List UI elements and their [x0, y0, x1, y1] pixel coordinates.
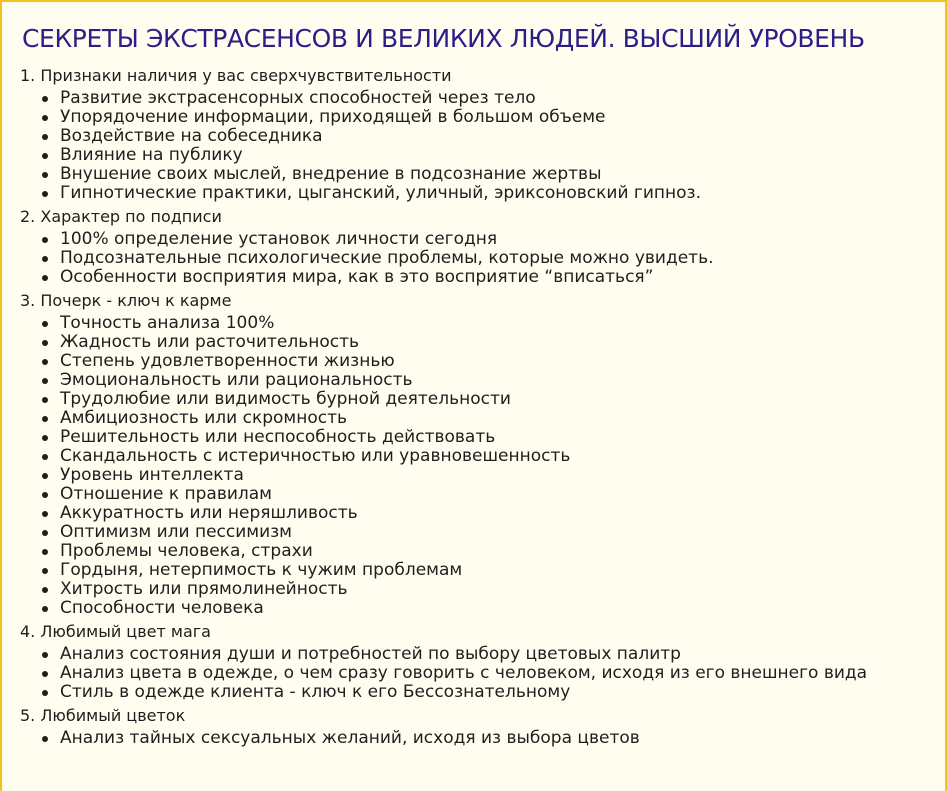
bullet-icon	[42, 606, 48, 612]
list-item-text: Оптимизм или пессимизм	[60, 522, 293, 542]
list-item	[41, 333, 927, 352]
list-item-text: Анализ тайных сексуальных желаний, исходя из выбора цветов	[60, 728, 640, 748]
bullet-icon	[42, 511, 48, 517]
list-item	[41, 504, 927, 523]
bullet-icon	[42, 340, 48, 346]
list-item-text: 100% определение установок личности сегодня	[60, 229, 498, 249]
list-item	[41, 127, 927, 146]
bullet-icon	[42, 530, 48, 536]
bullet-icon	[42, 275, 48, 281]
bullet-icon	[42, 359, 48, 365]
bullet-icon	[42, 416, 48, 422]
list-item	[41, 664, 927, 683]
section-4	[20, 622, 927, 702]
bullet-icon	[42, 134, 48, 140]
bullet-icon	[42, 671, 48, 677]
list-item-text: Аккуратность или неряшливость	[60, 503, 358, 523]
list-item	[41, 268, 927, 287]
bullet-icon	[42, 454, 48, 460]
list-item-text: Анализ состояния души и потребностей по выбору цветовых палитр	[60, 644, 681, 664]
list-item	[41, 729, 927, 748]
list-item-text: Анализ цвета в одежде, о чем сразу говорить с человеком, исходя из его внешнего вида	[60, 663, 868, 683]
list-item-text: Уровень интеллекта	[60, 465, 244, 485]
bullet-icon	[42, 435, 48, 441]
bullet-icon	[42, 652, 48, 658]
list-item-text: Влияние на публику	[60, 145, 243, 165]
bullet-icon	[42, 397, 48, 403]
list-item-text: Гордыня, нетерпимость к чужим проблемам	[60, 560, 463, 580]
section-heading: 5. Любимый цветок	[20, 706, 186, 725]
bullet-icon	[42, 256, 48, 262]
section-heading: 2. Характер по подписи	[20, 207, 222, 226]
bullet-list	[20, 645, 927, 702]
list-item	[41, 645, 927, 664]
bullet-list	[20, 729, 927, 748]
list-item	[41, 428, 927, 447]
list-item	[41, 165, 927, 184]
list-item	[41, 314, 927, 333]
list-item	[41, 371, 927, 390]
list-item	[41, 523, 927, 542]
list-item	[41, 146, 927, 165]
bullet-icon	[42, 549, 48, 555]
list-item-text: Особенности восприятия мира, как в это восприятие “вписаться”	[60, 267, 654, 287]
list-item	[41, 580, 927, 599]
bullet-icon	[42, 378, 48, 384]
bullet-icon	[42, 96, 48, 102]
bullet-icon	[42, 153, 48, 159]
list-item	[41, 249, 927, 268]
list-item	[41, 230, 927, 249]
list-item	[41, 542, 927, 561]
bullet-icon	[42, 568, 48, 574]
list-item	[41, 409, 927, 428]
list-item-text: Упорядочение информации, приходящей в большом объеме	[60, 107, 606, 127]
list-item	[41, 485, 927, 504]
list-item	[41, 447, 927, 466]
list-item-text: Трудолюбие или видимость бурной деятельности	[60, 389, 511, 409]
list-item	[41, 390, 927, 409]
section-heading: 1. Признаки наличия у вас сверхчувствительности	[20, 66, 452, 85]
page-title: СЕКРЕТЫ ЭКСТРАСЕНСОВ И ВЕЛИКИХ ЛЮДЕЙ. ВЫСШИЙ УРОВЕНЬ	[22, 24, 865, 53]
bullet-icon	[42, 191, 48, 197]
list-item-text: Подсознательные психологические проблемы, которые можно увидеть.	[60, 248, 714, 268]
list-item-text: Стиль в одежде клиента - ключ к его Бессознательному	[60, 682, 571, 702]
section-heading: 4. Любимый цвет мага	[20, 622, 211, 641]
bullet-list	[20, 314, 927, 618]
bullet-icon	[42, 237, 48, 243]
list-item	[41, 466, 927, 485]
list-item	[41, 89, 927, 108]
list-item	[41, 184, 927, 203]
section-3	[20, 291, 927, 618]
list-item-text: Амбициозность или скромность	[60, 408, 348, 428]
list-item	[41, 352, 927, 371]
list-item-text: Хитрость или прямолинейность	[60, 579, 348, 599]
section-5	[20, 706, 927, 748]
list-item-text: Решительность или неспособность действовать	[60, 427, 496, 447]
list-item	[41, 108, 927, 127]
section-1	[20, 66, 927, 203]
section-2	[20, 207, 927, 287]
section-heading: 3. Почерк - ключ к карме	[20, 291, 232, 310]
bullet-icon	[42, 690, 48, 696]
bullet-icon	[42, 736, 48, 742]
bullet-icon	[42, 115, 48, 121]
list-item	[41, 683, 927, 702]
bullet-icon	[42, 172, 48, 178]
list-item-text: Воздействие на собеседника	[60, 126, 323, 146]
list-item-text: Скандальность с истеричностью или уравновешенность	[60, 446, 571, 466]
list-item-text: Гипнотические практики, цыганский, уличный, эриксоновский гипноз.	[60, 183, 701, 203]
bullet-icon	[42, 587, 48, 593]
list-item-text: Степень удовлетворенности жизнью	[60, 351, 395, 371]
bullet-icon	[42, 473, 48, 479]
bullet-icon	[42, 321, 48, 327]
list-item-text: Жадность или расточительность	[60, 332, 360, 352]
sections-container	[20, 66, 927, 748]
list-item-text: Эмоциональность или рациональность	[60, 370, 413, 390]
bullet-icon	[42, 492, 48, 498]
list-item-text: Точность анализа 100%	[60, 313, 275, 333]
list-item-text: Отношение к правилам	[60, 484, 273, 504]
list-item	[41, 561, 927, 580]
bullet-list	[20, 230, 927, 287]
list-item-text: Развитие экстрасенсорных способностей через тело	[60, 88, 536, 108]
list-item	[41, 599, 927, 618]
bullet-list	[20, 89, 927, 203]
list-item-text: Способности человека	[60, 598, 264, 618]
list-item-text: Внушение своих мыслей, внедрение в подсознание жертвы	[60, 164, 602, 184]
list-item-text: Проблемы человека, страхи	[60, 541, 313, 561]
